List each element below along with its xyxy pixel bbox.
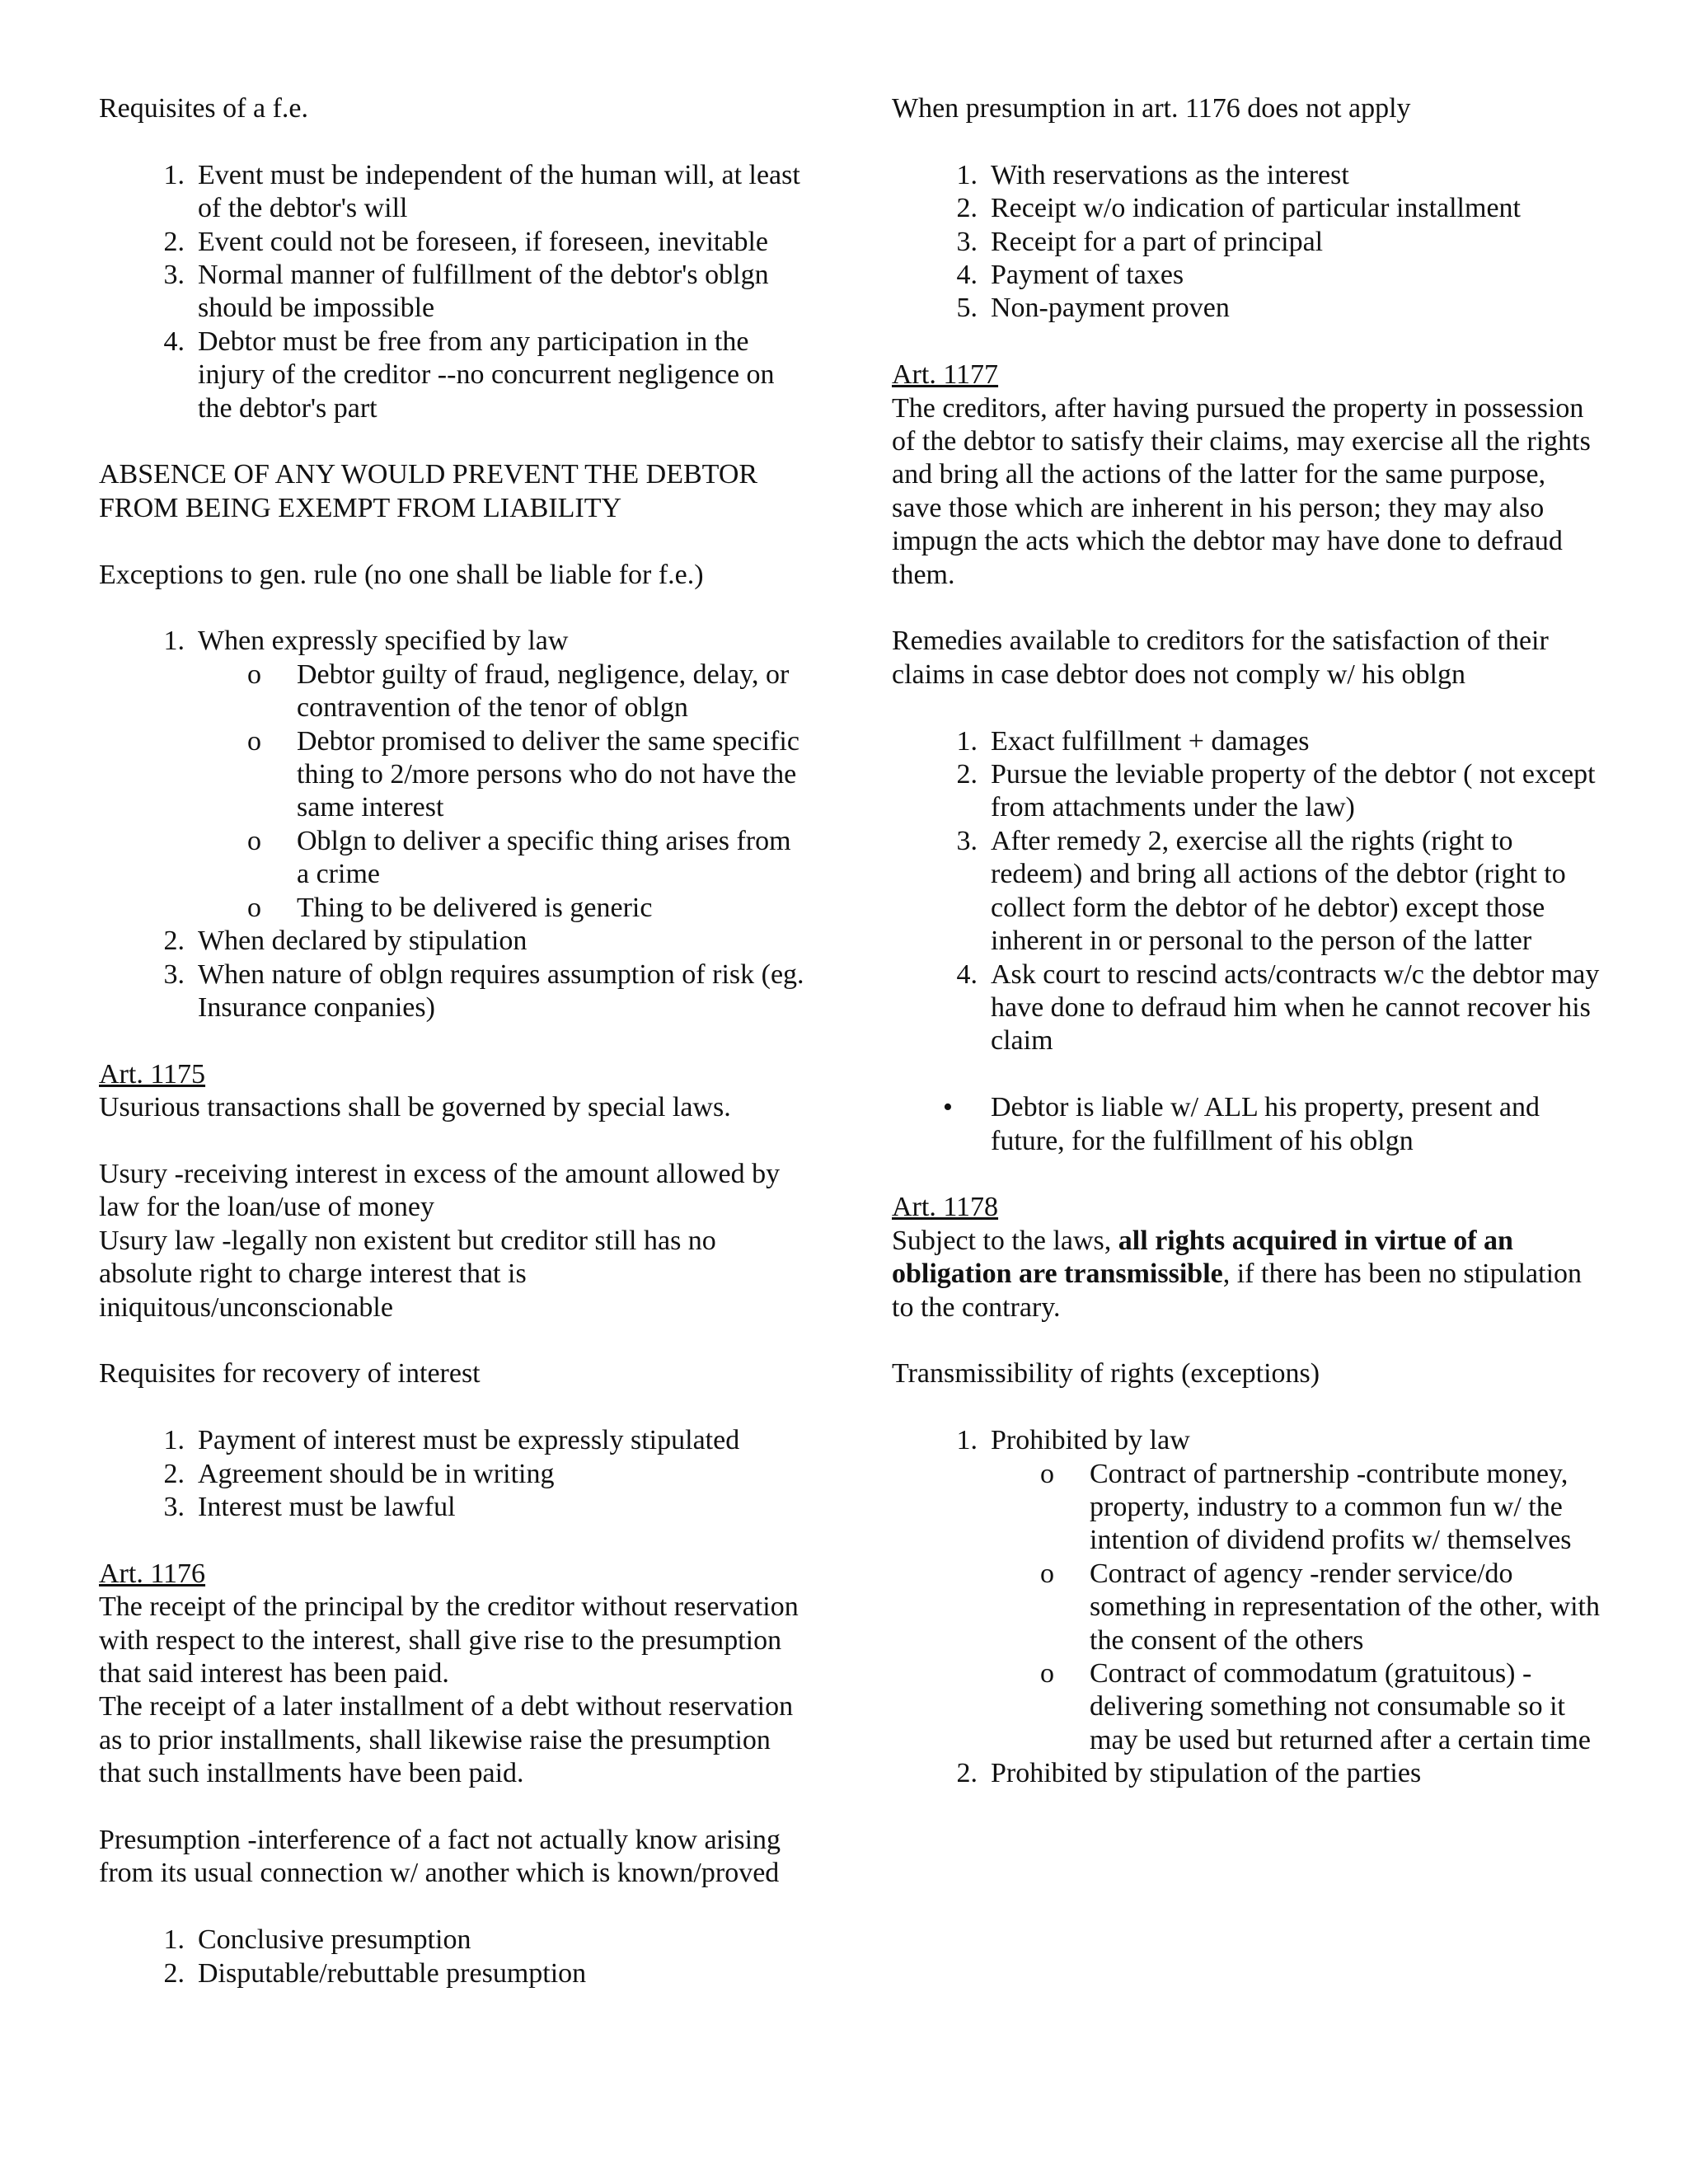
- art-1176-title: Art. 1176: [99, 1558, 206, 1589]
- absence-note-line1: ABSENCE OF ANY WOULD PREVENT THE DEBTOR: [99, 459, 758, 490]
- list-item: 4. Ask court to rescind acts/contracts w/c the debtor may have done to defraud him when he cannot recover his claim: [956, 958, 1600, 1057]
- list-item: 1. When expressly specified by law: [163, 626, 569, 657]
- sub-list-item: o Oblgn to deliver a specific thing arises from a crime: [247, 825, 791, 890]
- art-1178-title: Art. 1178: [892, 1192, 999, 1223]
- art-1176-paragraph-1: The receipt of the principal by the creditor without reservation with respect to the interest, shall give rise to the presumption that said interest has been paid.: [99, 1591, 799, 1689]
- art-1178-text: Subject to the laws, all rights acquired in virtue of an obligation are transmissible, if there has been no stipulation to the contrary.: [892, 1225, 1582, 1323]
- list-item: 4. Debtor must be free from any participation in the injury of the creditor --no concurrent negligence on the debtor's part: [163, 326, 775, 424]
- list-item: 3. When nature of oblgn requires assumption of risk (eg. Insurance conpanies): [163, 958, 804, 1023]
- art-1176-paragraph-2: The receipt of a later installment of a debt without reservation as to prior installments, shall likewise raise the presumption that such installments have been paid.: [99, 1691, 794, 1789]
- list-item: 2. When declared by stipulation: [163, 926, 528, 957]
- list-item: 3. After remedy 2, exercise all the rights (right to redeem) and bring all actions of the debtor (right to collect form the debtor of he debtor) except those inherent in or personal to the person of the latter: [956, 825, 1566, 957]
- left-column: [99, 92, 808, 1990]
- sub-list-item: o Debtor promised to deliver the same specific thing to 2/more persons who do not have the same interest: [247, 725, 799, 823]
- art-1178-bold-text: all rights acquired in virtue of an obligation are transmissible: [892, 1225, 1513, 1290]
- list-item: 1. Payment of interest must be expressly stipulated: [163, 1425, 740, 1456]
- list-item: 2. Prohibited by stipulation of the parties: [956, 1758, 1422, 1789]
- sub-list-item: o Thing to be delivered is generic: [247, 892, 653, 923]
- list-item: 3. Receipt for a part of principal: [956, 226, 1324, 257]
- list-item: 2. Disputable/rebuttable presumption: [163, 1957, 587, 1989]
- sub-list-item: o Debtor guilty of fraud, negligence, delay, or contravention of the tenor of oblgn: [247, 658, 790, 724]
- exceptions-list: [99, 625, 808, 1024]
- presumption-not-apply-heading: When presumption in art. 1176 does not apply: [892, 93, 1411, 124]
- transmissibility-heading: Transmissibility of rights (exceptions): [892, 1358, 1320, 1390]
- fe-requisites-heading: Requisites of a f.e.: [99, 93, 308, 124]
- liability-bullet-list: [892, 1091, 1601, 1158]
- remedies-heading: Remedies available to creditors for the satisfaction of their claims in case debtor does not comply w/ his oblgn: [892, 626, 1549, 690]
- list-item: 2. Event could not be foreseen, if foreseen, inevitable: [163, 226, 769, 257]
- transmissibility-list: [892, 1424, 1601, 1790]
- list-item: 2. Receipt w/o indication of particular installment: [956, 193, 1521, 224]
- sub-list-item: o Contract of commodatum (gratuitous) -delivering something not consumable so it may be used but returned after a certain time: [1040, 1657, 1591, 1755]
- sub-list-item: o Contract of partnership -contribute money, property, industry to a common fun w/ the intention of dividend profits w/ themselves: [1040, 1458, 1572, 1556]
- art-1177-title: Art. 1177: [892, 359, 999, 391]
- list-item: 2. Pursue the leviable property of the debtor ( not except from attachments under the law): [956, 759, 1596, 823]
- list-item: 1. Event must be independent of the human will, at least of the debtor's will: [163, 159, 800, 224]
- art-1177-text: The creditors, after having pursued the property in possession of the debtor to satisfy their claims, may exercise all the rights and bring all the actions of the latter for the same purpose, save those which are inherent in his person; they may also impugn the acts which the debtor may have done to defraud them.: [892, 392, 1591, 590]
- art-1175-text: Usurious transactions shall be governed by special laws.: [99, 1092, 731, 1123]
- list-item: 1. Exact fulfillment + damages: [956, 725, 1310, 757]
- bullet-item: • Debtor is liable w/ ALL his property, present and future, for the fulfillment of his oblgn: [943, 1092, 1540, 1156]
- sub-list-item: o Contract of agency -render service/do something in representation of the other, with the consent of the others: [1040, 1558, 1600, 1656]
- right-column: [892, 92, 1601, 1791]
- usury-law-definition: Usury law -legally non existent but creditor still has no absolute right to charge interest that is iniquitous/unconscionable: [99, 1225, 716, 1323]
- interest-requisites-heading: Requisites for recovery of interest: [99, 1358, 481, 1390]
- list-item: 2. Agreement should be in writing: [163, 1458, 555, 1489]
- list-item: 5. Non-payment proven: [956, 293, 1230, 324]
- art-1175-title: Art. 1175: [99, 1058, 206, 1090]
- list-item: 1. Prohibited by law: [956, 1425, 1190, 1456]
- absence-note-line2: FROM BEING EXEMPT FROM LIABILITY: [99, 492, 622, 523]
- list-item: 3. Normal manner of fulfillment of the debtor's oblgn should be impossible: [163, 260, 769, 324]
- list-item: 1. Conclusive presumption: [163, 1924, 471, 1956]
- exceptions-heading: Exceptions to gen. rule (no one shall be liable for f.e.): [99, 559, 704, 590]
- presumption-list: [99, 1924, 808, 1990]
- presumption-not-apply-list: [892, 159, 1601, 326]
- list-item: 4. Payment of taxes: [956, 260, 1184, 291]
- remedies-list: [892, 725, 1601, 1058]
- list-item: 1. With reservations as the interest: [956, 159, 1349, 190]
- fe-requisites-list: [99, 159, 808, 425]
- list-item: 3. Interest must be lawful: [163, 1491, 456, 1522]
- presumption-definition: Presumption -interference of a fact not actually know arising from its usual connection w/ another which is known/proved: [99, 1824, 781, 1889]
- usury-definition: Usury -receiving interest in excess of the amount allowed by law for the loan/use of money: [99, 1158, 781, 1223]
- interest-requisites-list: [99, 1424, 808, 1524]
